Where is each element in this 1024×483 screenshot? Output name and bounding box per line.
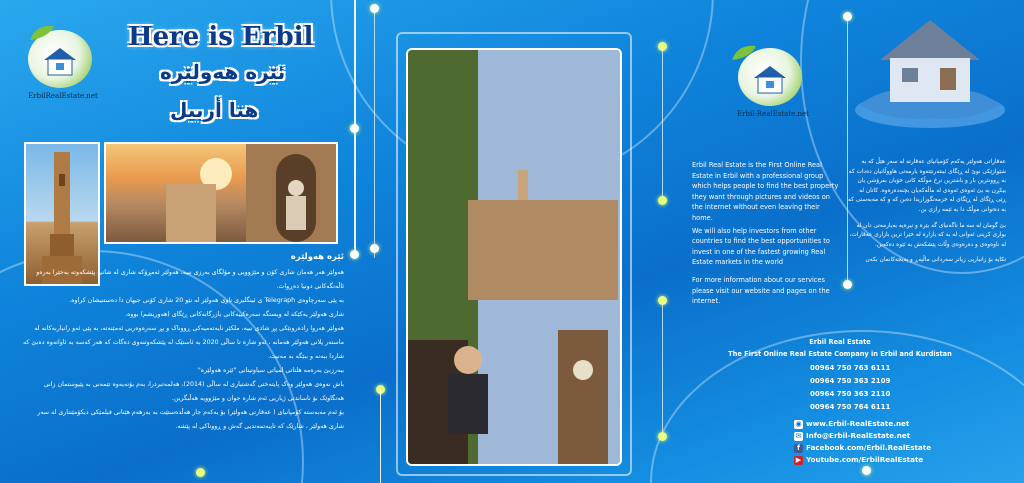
logo-caption: ErbilRealEstate.net	[28, 92, 98, 100]
contact-subtitle: The First Online Real Estate Company in Erbil and Kurdistan	[728, 350, 952, 358]
citadel-photo	[406, 48, 622, 466]
statue-photo	[104, 142, 338, 244]
mail-icon: ✉	[795, 431, 802, 440]
phone-number[interactable]: 00964 750 363 2110	[810, 390, 891, 398]
article-paragraph: ببەرزبێ بەرەمە هلتاتی لمیاتی سیاوتیتانی "ئێرە هەولێرە"	[197, 367, 344, 374]
article-paragraph: هەولێر هەروا رادەرونێکی پڕ شادی نییە، ملکێر نایەتەمیەکی ڕووناک و پڕ سەرەوەریی ئەمێنەتە، بە پێی ئەو رانیاربەکانە لە ماستەر پلانی هەولێر هەمانە ، ئەو شارە تا ساڵی 2020 بە ئاستێک لە پێشکەوتنەوی دەگات کە هەر کەسە بە ئاواتەوە دەبێ کە شاردا ببەنە و ببێگە بە مەنیت.	[23, 325, 344, 360]
kurdish-article	[22, 250, 344, 434]
leaf-icon	[28, 22, 58, 42]
decor-dot	[196, 468, 205, 477]
kurdish-paragraph: عەقاراتی هەولێر یەکەم کۆمپانیای عەقارتە لە سەر هێڵ کە بە شێوازێکی نوێ لە ڕێگای ئینتەرنێتەوە یارمەتی هاووڵاتیان دەدات کە بە ڕوونترین بار و باشترین نرخ موڵکە کانی خۆیان بفرۆشن یان بیکڕن بە بێ ئەوەی ئەوەی لە ماڵەکەیان بچنەدەرەوە. کاتان لە ڕێی ڕێگای لە ڕێگای لە خزمەتگوزاریدا دەبن کە و کە مەبەستی کە بە دەتوانی موڵک دا بە ئێمە رازی بن.	[847, 159, 1006, 213]
english-paragraph: Erbil Real Estate is the First Online Real Estate in Erbil with a professional group which helps people to find the best property they want through pictures and videos on the internet without even leaving their home.	[692, 161, 839, 222]
decor-dot	[370, 244, 379, 253]
article-paragraph: بە پێی سەرچاوەی Telegraph ی ئینگلیزی ناوی هەولێر لە نێو 20 شاری کۆنی جیهان دا دەستنیشان کراوە.	[69, 297, 344, 304]
decor-line	[662, 50, 663, 200]
decor-line	[662, 304, 663, 434]
link-text[interactable]: Youtube.com/ErbilRealEstate	[806, 455, 924, 464]
phone-list	[810, 362, 890, 414]
title-arabic: هنا أربيل	[170, 98, 259, 122]
english-description	[692, 160, 842, 314]
contact-block	[700, 336, 980, 360]
english-paragraph: We will also help investors from other countries to find the best opportunities to invest in one of the fastest growing Real Estate markets in the world	[692, 226, 830, 267]
facebook-icon: f	[794, 444, 803, 453]
leaf-icon	[730, 42, 760, 62]
globe-icon: ◉	[795, 419, 802, 428]
decor-dot	[862, 466, 871, 475]
kurdish-description	[848, 158, 1006, 272]
contact-title: Erbil Real Estate	[809, 338, 871, 346]
kurdish-paragraph: تکایە بۆ زانیاریی زیاتر سەردانی ماڵپەڕ و پەیجەکانمان بکەن	[865, 257, 1006, 264]
article-heading: ئێرە هەولێرە	[290, 252, 344, 262]
decor-dot	[350, 124, 359, 133]
decor-line	[374, 8, 375, 258]
link-text[interactable]: Info@Erbil-RealEstate.net	[806, 431, 911, 440]
decor-dot	[658, 196, 667, 205]
decor-line	[380, 390, 381, 483]
link-text[interactable]: www.Erbil-RealEstate.net	[806, 419, 910, 428]
phone-number[interactable]: 00964 750 363 2109	[810, 377, 891, 385]
english-paragraph: For more information about our services please visit our website and pages on the internet.	[692, 275, 830, 306]
hands-house-illustration	[850, 10, 1010, 130]
decor-dot	[350, 250, 359, 259]
link-list	[794, 418, 931, 466]
article-paragraph: باش نەوەی هەولێر وەک پایتەختی گەشتیاری لە ساڵی (2014)، هەلمەتبردرا، بەم بۆنەیەوە تێمەنی بە پێیوستمان زانی هەنگاوێک بۆ ناساندنی ژیاریی ئەم شارە جوان و مێژوویە هەڵبگرین.	[43, 381, 344, 402]
logo-caption: Erbil-RealEstate.net	[737, 110, 809, 118]
youtube-icon: ▶	[795, 455, 802, 464]
house-icon	[42, 46, 78, 76]
kurdish-paragraph: بێ گومان لە سە ما ناگەنیای گە بێرە و نیرەیە بەیارمەتی دان لە بواری کرینی ئەوانی لە بە کە بازارە لە خێرا ترین بازاری عەقارات، لە ناوەوەی و دەرەوەی وڵات پێشکەش بە ئێوە دەکەین.	[849, 222, 1006, 248]
phone-number[interactable]: 00964 750 763 6111	[810, 364, 891, 372]
email-link[interactable]	[794, 430, 931, 442]
citadel-illustration	[408, 50, 620, 464]
article-paragraph: بۆ ئەم مەبەستە کۆمپانیای ( عەقارتی هەولێر) بۆ یەکەم جار هەڵدەستێت بە بەرهەم هێنانی فیلمێکی دیکۆمێنتاری لە سەر شاری هەولێر ، شارێک کە تایبەتمەندیی گەش و ڕووناکی لە پێشە.	[37, 409, 344, 430]
title-kurdish: ئێرە هەولێرە	[160, 60, 286, 84]
phone-number[interactable]: 00964 750 764 6111	[810, 403, 891, 411]
article-paragraph: هەولێر هەر هەمان شاری کۆن و مێژوویی و مۆلگای بەرزی نییە، هەولێر ئەمڕۆکە شاری لە شانی پێشکەوتە بەخێرا بەرەو ئاڵەنگەکانی دونیا دەڕوات.	[36, 269, 344, 290]
house-icon	[752, 64, 788, 94]
decor-dot	[658, 432, 667, 441]
article-paragraph: شاری هەولێر یەکێکە لە ویستگە سەرەکییەکانی بازرگانەکانی ڕێگای (هەوریشم) بووە.	[125, 311, 344, 318]
youtube-link[interactable]	[794, 454, 931, 466]
link-text[interactable]: Facebook.com/Erbil.RealEstate	[806, 443, 932, 452]
decor-dot	[843, 280, 852, 289]
statue-illustration	[106, 144, 336, 242]
title-english: Here is Erbil	[128, 22, 314, 52]
hands-house-image	[850, 10, 1010, 130]
facebook-link[interactable]	[794, 442, 931, 454]
website-link[interactable]	[794, 418, 931, 430]
